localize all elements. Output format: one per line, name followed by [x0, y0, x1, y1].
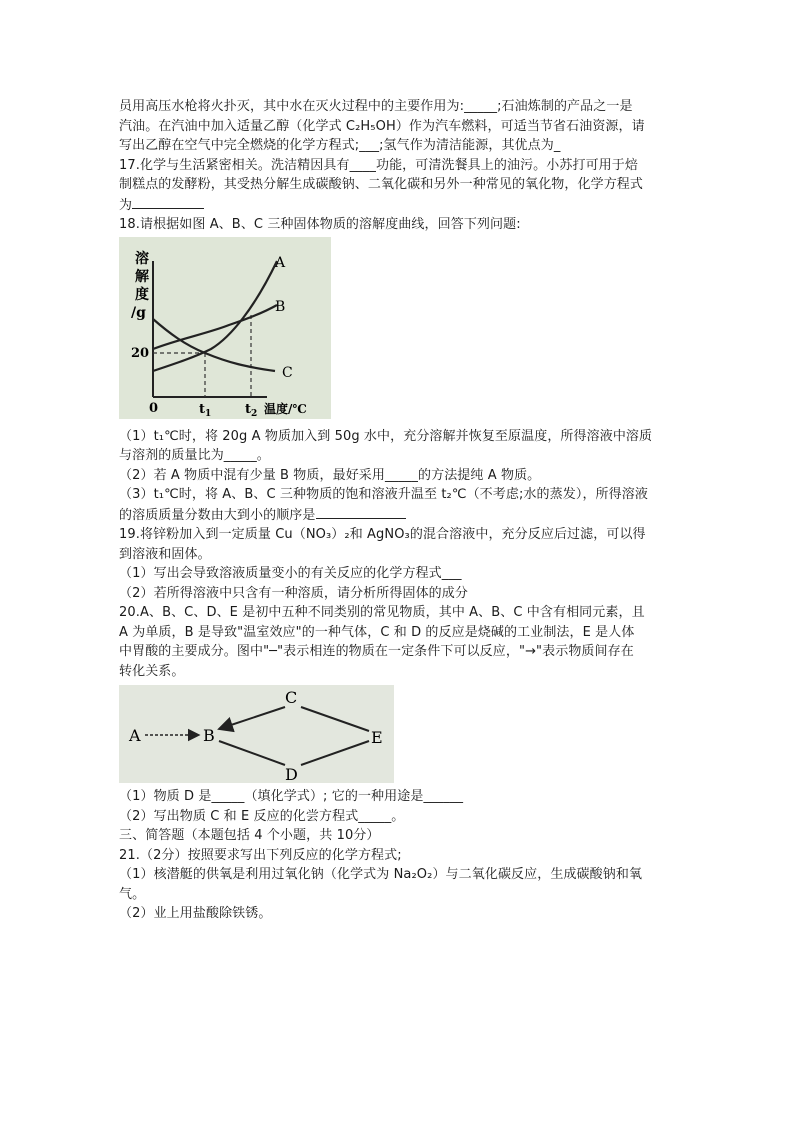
- relationship-diagram: [119, 685, 394, 783]
- y-label-char: 溶: [135, 250, 149, 267]
- text-line: 写出乙醇在空气中完全燃烧的化学方程式;___;氢气作为清洁能源，其优点为_: [119, 138, 561, 153]
- link-c-e: [301, 707, 369, 731]
- node-e: E: [371, 728, 383, 747]
- question-18: 18.请根据如图 A、B、C 三种固体物质的溶解度曲线，回答下列问题:: [119, 217, 521, 232]
- relationship-diagram-svg: [119, 685, 394, 783]
- text-line: 中胃酸的主要成分。图中"─"表示相连的物质在一定条件下可以反应，"→"表示物质间存在: [119, 644, 634, 659]
- x-axis-label: 温度/℃: [264, 401, 307, 416]
- node-b: B: [203, 726, 215, 745]
- text-line: [119, 195, 679, 216]
- curve-c: [153, 319, 275, 371]
- curve-a: [153, 261, 277, 371]
- question-21: 21.（2分）按照要求写出下列反应的化学方程式;: [119, 847, 402, 863]
- answer-blank: [316, 505, 406, 519]
- node-a: A: [129, 726, 141, 745]
- y-tick-20: 20: [131, 345, 150, 361]
- answer-blank: [132, 195, 204, 209]
- origin-label: 0: [149, 400, 159, 416]
- question-18-3: （3）t₁℃时，将 A、B、C 三种物质的饱和溶液升温至 t₂℃（不考虑;水的蒸发），所得溶液: [119, 487, 648, 502]
- text-line: [119, 505, 679, 526]
- question-20: 20.A、B、C、D、E 是初中五种不同类别的常见物质，其中 A、B、C 中含有相同元素，且: [119, 605, 645, 620]
- text-line: 转化关系。: [119, 663, 185, 679]
- node-c: C: [285, 688, 298, 707]
- node-d: D: [285, 765, 298, 783]
- text-line: A 为单质，B 是导致"温室效应"的一种气体，C 和 D 的反应是烧碱的工业制法，E 是人体: [119, 624, 635, 640]
- text-line: 为: [119, 197, 133, 213]
- text-line: 员用高压水枪将火扑灭，其中水在灭火过程中的主要作用为:_____;石油炼制的产品之一是: [119, 99, 633, 114]
- x-tick-t2: $t_2$: [245, 401, 258, 419]
- question-21-2: （2）业上用盐酸除铁锈。: [119, 906, 272, 921]
- link-b-d: [219, 741, 285, 765]
- question-19-2: （2）若所得溶液中只含有一种溶质，请分析所得固体的成分: [119, 585, 468, 601]
- text-line: 制糕点的发酵粉，其受热分解生成碳酸钠、二氧化碳和另外一种常见的氧化物，化学方程式: [119, 177, 644, 192]
- question-20-2: （2）写出物质 C 和 E 反应的化尝方程式_____。: [119, 808, 405, 824]
- series-label-b: B: [275, 298, 286, 315]
- text-line: 与溶剂的质量比为_____。: [119, 448, 270, 463]
- question-20-1: （1）物质 D 是_____（填化学式）; 它的一种用途是______: [119, 789, 464, 804]
- question-21-1: （1）核潜艇的供氧是利用过氧化钠（化学式为 Na₂O₂）与二氧化碳反应，生成碳酸钠和氧: [119, 867, 643, 882]
- section-heading: 三、简答题（本题包括 4 个小题，共 10分）: [119, 828, 380, 843]
- text-line: 汽油。在汽油中加入适量乙醇（化学式 C₂H₅OH）作为汽车燃料，可适当节省石油资源，请: [119, 118, 645, 134]
- curve-b: [153, 305, 277, 349]
- x-tick-t1: $t_1$: [199, 401, 212, 419]
- link-d-e: [301, 741, 369, 765]
- document-page: [119, 97, 679, 924]
- text-line: 气。: [119, 886, 146, 902]
- arrow-c-b: [219, 707, 285, 729]
- question-18-2: （2）若 A 物质中混有少量 B 物质，最好采用_____的方法提纯 A 物质。: [119, 467, 541, 483]
- question-18-1: （1）t₁℃时，将 20g A 物质加入到 50g 水中，充分溶解并恢复至原温度，所得溶液中溶质: [119, 428, 653, 444]
- question-19: 19.将锌粉加入到一定质量 Cu（NO₃）₂和 AgNO₃的混合溶液中，充分反应后过滤，可以得: [119, 527, 646, 542]
- question-17: 17.化学与生活紧密相关。洗洁精因具有____功能，可清洗餐具上的油污。小苏打可用于焙: [119, 157, 638, 173]
- question-19-1: （1）写出会导致溶液质量变小的有关反应的化学方程式___: [119, 566, 462, 581]
- y-label-char: 度: [135, 286, 149, 303]
- series-label-a: A: [275, 254, 286, 271]
- text-line: 到溶液和固体。: [119, 546, 211, 562]
- solubility-chart-svg: [119, 237, 331, 419]
- solubility-chart: [119, 237, 331, 419]
- y-label-char: 解: [135, 268, 149, 285]
- y-label-char: /g: [131, 304, 146, 321]
- text-line: 的溶质质量分数由大到小的顺序是: [119, 507, 316, 523]
- series-label-c: C: [282, 364, 293, 381]
